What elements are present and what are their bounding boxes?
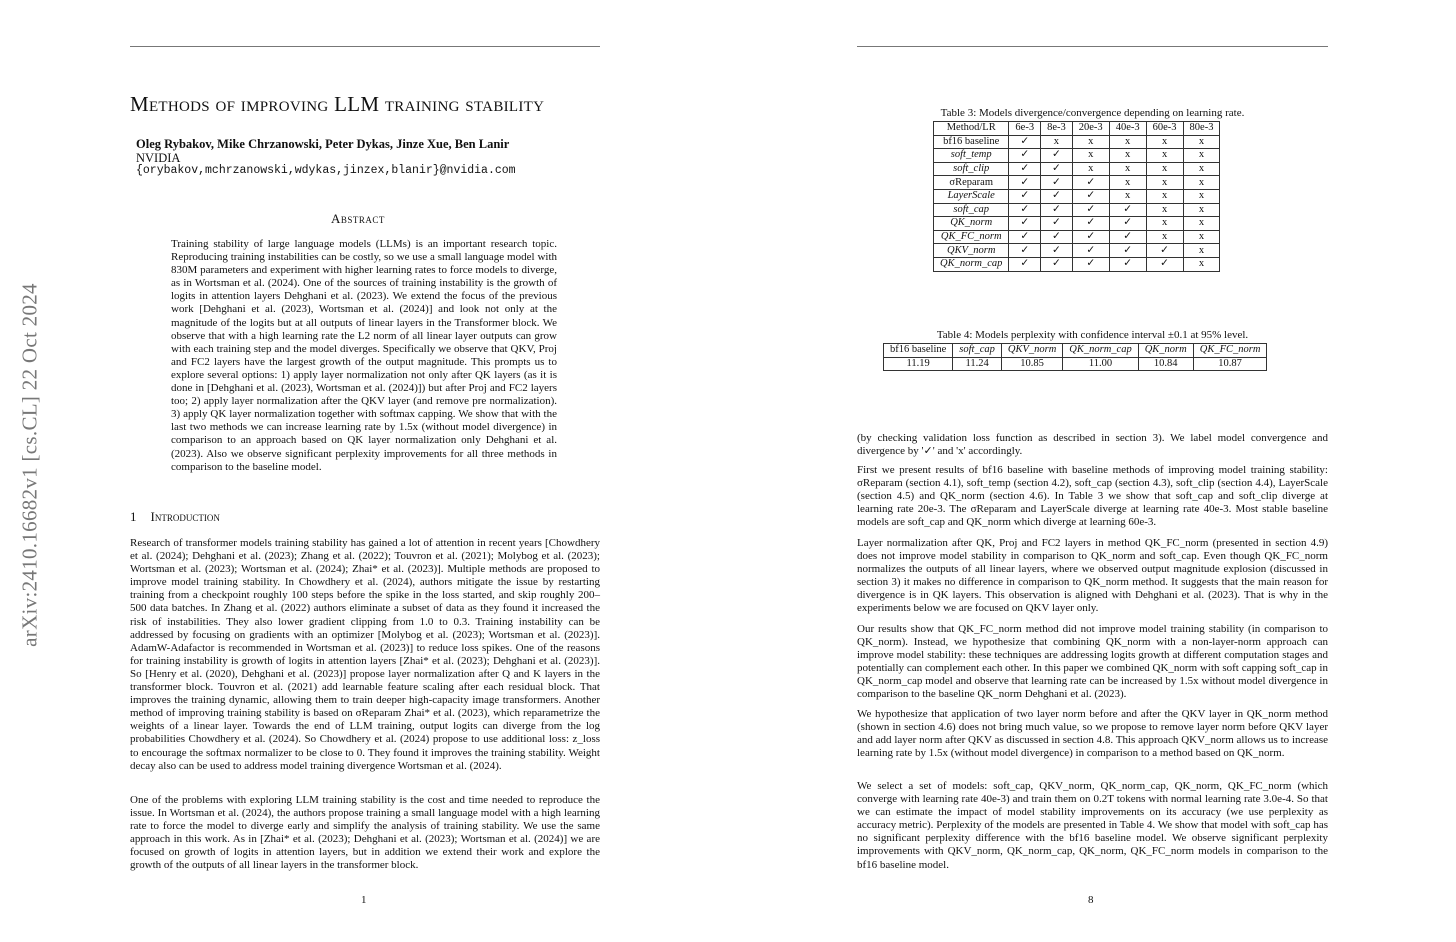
result-cell: x bbox=[1183, 244, 1220, 258]
result-cell: x bbox=[1072, 135, 1109, 149]
result-cell: x bbox=[1146, 149, 1183, 163]
table4-caption: Table 4: Models perplexity with confidence interval ±0.1 at 95% level. bbox=[936, 329, 1249, 341]
table4 bbox=[883, 343, 1267, 371]
arxiv-stamp bbox=[4, 255, 56, 675]
result-cell: ✓ bbox=[1072, 203, 1109, 217]
table-header-cell: 8e-3 bbox=[1041, 122, 1073, 136]
result-cell: x bbox=[1146, 162, 1183, 176]
result-cell: x bbox=[1146, 135, 1183, 149]
result-cell: ✓ bbox=[1009, 149, 1041, 163]
result-cell: ✓ bbox=[1109, 217, 1146, 231]
result-cell: ✓ bbox=[1041, 189, 1073, 203]
result-cell: ✓ bbox=[1041, 257, 1073, 271]
section-number: 1 bbox=[130, 509, 137, 524]
result-cell: ✓ bbox=[1009, 162, 1041, 176]
result-cell: x bbox=[1183, 135, 1220, 149]
method-cell: σReparam bbox=[934, 176, 1009, 190]
result-cell: ✓ bbox=[1041, 244, 1073, 258]
page-number: 1 bbox=[361, 894, 367, 906]
result-cell: ✓ bbox=[1009, 230, 1041, 244]
header-rule bbox=[857, 46, 1328, 47]
table-header-cell: QK_norm_cap bbox=[1063, 344, 1138, 358]
result-cell: ✓ bbox=[1009, 217, 1041, 231]
table-row bbox=[934, 135, 1220, 149]
table-row bbox=[934, 203, 1220, 217]
author-emails: {orybakov,mchrzanowski,wdykas,jinzex,blanir}@nvidia.com bbox=[136, 164, 516, 177]
result-cell: x bbox=[1183, 257, 1220, 271]
table-row bbox=[934, 217, 1220, 231]
results-paragraph-5: We hypothesize that application of two layer norm before and after the QKV layer in QK_norm method (shown in section 4.6) does not bring much value, so we propose to remove layer norm before QKV layer and add layer norm after QKV as discussed in section 4.8. This approach QKV_norm allows us to increase learning rate by 1.5x (without model divergence) in comparison to a method based on QK_norm. bbox=[857, 708, 1328, 760]
table-header-cell: QKV_norm bbox=[1001, 344, 1062, 358]
result-cell: x bbox=[1183, 176, 1220, 190]
perplexity-cell: 11.19 bbox=[884, 357, 953, 371]
section-heading bbox=[130, 509, 220, 525]
result-cell: ✓ bbox=[1072, 230, 1109, 244]
perplexity-cell: 11.00 bbox=[1063, 357, 1138, 371]
table-row bbox=[934, 189, 1220, 203]
results-paragraph-2: First we present results of bf16 baseline with baseline methods of improving model training stability: σReparam (section 4.1), soft_temp (section 4.2), soft_cap (section 4.3), soft_clip (section 4.4), LayerScale (section 4.5) and QK_norm (section 4.6). In Table 3 we show that soft_cap and soft_clip diverge at learning rate 20e-3. The σReparam and LayerScale diverge at learning rate 40e-3. Most stable baseline models are soft_cap and QK_norm which diverge at learning 60e-3. bbox=[857, 464, 1328, 529]
result-cell: x bbox=[1109, 162, 1146, 176]
result-cell: ✓ bbox=[1072, 189, 1109, 203]
result-cell: ✓ bbox=[1109, 257, 1146, 271]
results-paragraph-1: (by checking validation loss function as described in section 3). We label model convergence and divergence by '✓' and 'x' accordingly. bbox=[857, 432, 1328, 458]
result-cell: ✓ bbox=[1041, 203, 1073, 217]
results-paragraph-4: Our results show that QK_FC_norm method did not improve model training stability (in comparison to QK_norm). Instead, we hypothesize that combining QK_norm with a non-layer-norm approach can improve model stability: these techniques are addressing logits growth at different computation stages and potentially can complement each other. In this paper we combined QK_norm with soft capping soft_cap in QK_norm_cap model and observe that learning rate can be increased by 1.5x without model divergence in comparison to the baseline QK_norm Dehghani et al. (2023). bbox=[857, 623, 1328, 701]
table-header-row bbox=[884, 344, 1267, 358]
result-cell: x bbox=[1183, 189, 1220, 203]
method-cell: LayerScale bbox=[934, 189, 1009, 203]
method-cell: soft_temp bbox=[934, 149, 1009, 163]
intro-paragraph-1: Research of transformer models training stability has gained a lot of attention in recent years [Chowdhery et al. (2024); Dehghani et al. (2023); Zhang et al. (2022); Touvron et al. (2021); Molybog et al. (2023); Wortsman et al. (2023); Wortsman et al. (2024); Zhai* et al. (2023)]. Multiple methods are proposed to improve model training stability. In Chowdhery et al. (2024), authors mitigate the issue by restarting training from a checkpoint roughly 100 steps before the spike in the loss started, and skip roughly 200–500 data batches. In Zhang et al. (2022) authors eliminate a subset of data as they found it increased the risk of instabilities. They also lower gradient clipping from 1.0 to 0.3. Training instability can be addressed by focusing on gradients with an optimizer [Molybog et al. (2023); Wortsman et al. (2023)]. AdamW-Adafactor is recommended in Wortsman et al. (2023)] to reduce loss spikes. One of the reasons for training instability is growth of logits in attention layers [Zhai* et al. (2023); Dehghani et al. (2023)]. So [Henry et al. (2020), Dehghani et al. (2023)] propose layer normalization after Q and K layers in the transformer block. Touvron et al. (2021) add learnable feature scaling after each residual block. That improves the training dynamic, allowing them to train deeper high-capacity image transformers. Another method of improving training stability is based on σReparam Zhai* et al. (2023), which reparametrize the weights of a linear layer. Towards the end of LLM training, output logits can diverge from the log probabilities Chowdhery et al. (2024). So Chowdhery et al. (2024) propose to use additional loss: z_loss to encourage the softmax normalizer to be close to 0. They found it improves the training stability. Weight decay also can be used to address model training divergence Wortsman et al. (2024). bbox=[130, 537, 600, 772]
result-cell: ✓ bbox=[1041, 176, 1073, 190]
result-cell: ✓ bbox=[1146, 244, 1183, 258]
results-paragraph-3: Layer normalization after QK, Proj and FC2 layers in method QK_FC_norm (presented in section 4.9) does not improve model stability in comparison to QK_norm and soft_cap. Even though QK_FC_norm normalizes the outputs of all linear layers, where we observed output magnitude explosion (discussed in section 3) it makes no difference in comparison to QK_norm method. It suggests that the main reason for divergence is in QK layers. This observation is aligned with Dehghani et al. (2023). That is why in the experiments below we are focused on QKV layer only. bbox=[857, 537, 1328, 615]
table-row bbox=[934, 176, 1220, 190]
table-header-cell: QK_FC_norm bbox=[1193, 344, 1267, 358]
paper-title: Methods of improving LLM training stability bbox=[130, 92, 545, 116]
method-cell: soft_clip bbox=[934, 162, 1009, 176]
affiliation: NVIDIA bbox=[136, 151, 181, 165]
result-cell: ✓ bbox=[1009, 135, 1041, 149]
table-header-cell: bf16 baseline bbox=[884, 344, 953, 358]
intro-paragraph-2: One of the problems with exploring LLM training stability is the cost and time needed to reproduce the issue. In Wortsman et al. (2024), the authors propose training a small language model with a high learning rate to force the model to diverge early and simplify the analysis of training stability. We use the same approach in this work. As in [Zhai* et al. (2023); Dehghani et al. (2023); Wortsman et al. (2024)] we are focused on growth of logits in attention layers, but in addition we extend their work and explore the growth of the outputs of all linear layers in the transformer block. bbox=[130, 794, 600, 872]
result-cell: ✓ bbox=[1009, 203, 1041, 217]
result-cell: ✓ bbox=[1041, 230, 1073, 244]
result-cell: ✓ bbox=[1009, 176, 1041, 190]
result-cell: x bbox=[1072, 149, 1109, 163]
perplexity-cell: 10.84 bbox=[1138, 357, 1193, 371]
result-cell: x bbox=[1146, 203, 1183, 217]
table-row bbox=[884, 357, 1267, 371]
result-cell: ✓ bbox=[1146, 257, 1183, 271]
result-cell: x bbox=[1183, 162, 1220, 176]
section-title: Introduction bbox=[150, 509, 220, 524]
result-cell: x bbox=[1146, 230, 1183, 244]
table-row bbox=[934, 244, 1220, 258]
page-number: 8 bbox=[1088, 894, 1094, 906]
result-cell: ✓ bbox=[1009, 257, 1041, 271]
result-cell: x bbox=[1146, 217, 1183, 231]
result-cell: x bbox=[1183, 149, 1220, 163]
table-row bbox=[934, 149, 1220, 163]
method-cell: soft_cap bbox=[934, 203, 1009, 217]
table-header-row bbox=[934, 122, 1220, 136]
result-cell: ✓ bbox=[1109, 230, 1146, 244]
result-cell: x bbox=[1109, 176, 1146, 190]
method-cell: bf16 baseline bbox=[934, 135, 1009, 149]
table-header-cell: soft_cap bbox=[953, 344, 1002, 358]
result-cell: x bbox=[1072, 162, 1109, 176]
result-cell: x bbox=[1146, 176, 1183, 190]
table-header-cell: 6e-3 bbox=[1009, 122, 1041, 136]
result-cell: x bbox=[1109, 189, 1146, 203]
result-cell: x bbox=[1183, 217, 1220, 231]
result-cell: x bbox=[1183, 203, 1220, 217]
method-cell: QK_FC_norm bbox=[934, 230, 1009, 244]
table-header-cell: 80e-3 bbox=[1183, 122, 1220, 136]
abstract-heading: Abstract bbox=[331, 211, 385, 226]
result-cell: ✓ bbox=[1072, 244, 1109, 258]
table-row bbox=[934, 230, 1220, 244]
result-cell: x bbox=[1109, 135, 1146, 149]
result-cell: ✓ bbox=[1072, 176, 1109, 190]
result-cell: ✓ bbox=[1109, 203, 1146, 217]
result-cell: x bbox=[1183, 230, 1220, 244]
table-header-cell: 40e-3 bbox=[1109, 122, 1146, 136]
table3-caption: Table 3: Models divergence/convergence depending on learning rate. bbox=[940, 107, 1245, 119]
perplexity-cell: 10.87 bbox=[1193, 357, 1267, 371]
author-list: Oleg Rybakov, Mike Chrzanowski, Peter Dykas, Jinze Xue, Ben Lanir bbox=[136, 137, 510, 151]
method-cell: QK_norm_cap bbox=[934, 257, 1009, 271]
result-cell: ✓ bbox=[1009, 244, 1041, 258]
method-cell: QKV_norm bbox=[934, 244, 1009, 258]
page-8 bbox=[728, 0, 1456, 942]
result-cell: x bbox=[1146, 189, 1183, 203]
perplexity-cell: 10.85 bbox=[1001, 357, 1062, 371]
abstract-text: Training stability of large language models (LLMs) is an important research topic. Reproducing training instabilities can be costly, so we use a small language model with 830M parameters and experiment with higher learning rates to force models to diverge, as in Wortsman et al. (2024). One of the sources of training instability is the growth of logits in attention layers Dehghani et al. (2023). We extend the focus of the previous work [Dehghani et al. (2023), Wortsman et al. (2024)] and look not only at the magnitude of the logits but at all outputs of linear layers in the Transformer block. We observe that with a high learning rate the L2 norm of all linear layer outputs can grow with each training step and the model diverges. Specifically we observe that QKV, Proj and FC2 layers have the largest growth of the output magnitude. This prompts us to explore several options: 1) apply layer normalization not only after QK layers (as it is done in [Dehghani et al. (2023), Wortsman et al. (2024)]) but after Proj and FC2 layers too; 2) apply layer normalization after the QKV layer (and remove pre normalization). 3) apply QK layer normalization together with softmax capping. We show that with the last two methods we can increase learning rate by 1.5x (without model divergence) in comparison to an approach based on QK layer normalization only Dehghani et al. (2023). Also we observe significant perplexity improvements for all three methods in comparison to the baseline model. bbox=[171, 238, 557, 473]
result-cell: ✓ bbox=[1109, 244, 1146, 258]
result-cell: ✓ bbox=[1072, 257, 1109, 271]
method-cell: QK_norm bbox=[934, 217, 1009, 231]
header-rule bbox=[130, 46, 600, 47]
table-header-cell: 60e-3 bbox=[1146, 122, 1183, 136]
result-cell: x bbox=[1041, 135, 1073, 149]
table-row bbox=[934, 257, 1220, 271]
result-cell: ✓ bbox=[1041, 162, 1073, 176]
perplexity-cell: 11.24 bbox=[953, 357, 1002, 371]
result-cell: ✓ bbox=[1072, 217, 1109, 231]
result-cell: ✓ bbox=[1041, 149, 1073, 163]
table-header-cell: Method/LR bbox=[934, 122, 1009, 136]
result-cell: x bbox=[1109, 149, 1146, 163]
table-header-cell: QK_norm bbox=[1138, 344, 1193, 358]
result-cell: ✓ bbox=[1041, 217, 1073, 231]
result-cell: ✓ bbox=[1009, 189, 1041, 203]
table-header-cell: 20e-3 bbox=[1072, 122, 1109, 136]
table-row bbox=[934, 162, 1220, 176]
results-paragraph-6: We select a set of models: soft_cap, QKV_norm, QK_norm_cap, QK_norm, QK_FC_norm (which converge with learning rate 40e-3) and train them on 0.2T tokens with normal learning rate 3.0e-4. So that we can estimate the impact of model stability improvements on its accuracy (we use perplexity as accuracy metric). Perplexity of the models are presented in Table 4. We show that model with soft_cap has no significant perplexity difference with the bf16 baseline model. We observe significant perplexity improvements with QKV_norm, QK_norm_cap, QK_norm, QK_FC_norm models in comparison to the bf16 baseline model. bbox=[857, 780, 1328, 871]
arxiv-id: arXiv:2410.16682v1 [cs.CL] 22 Oct 2024 bbox=[17, 283, 42, 647]
table3 bbox=[933, 121, 1220, 272]
